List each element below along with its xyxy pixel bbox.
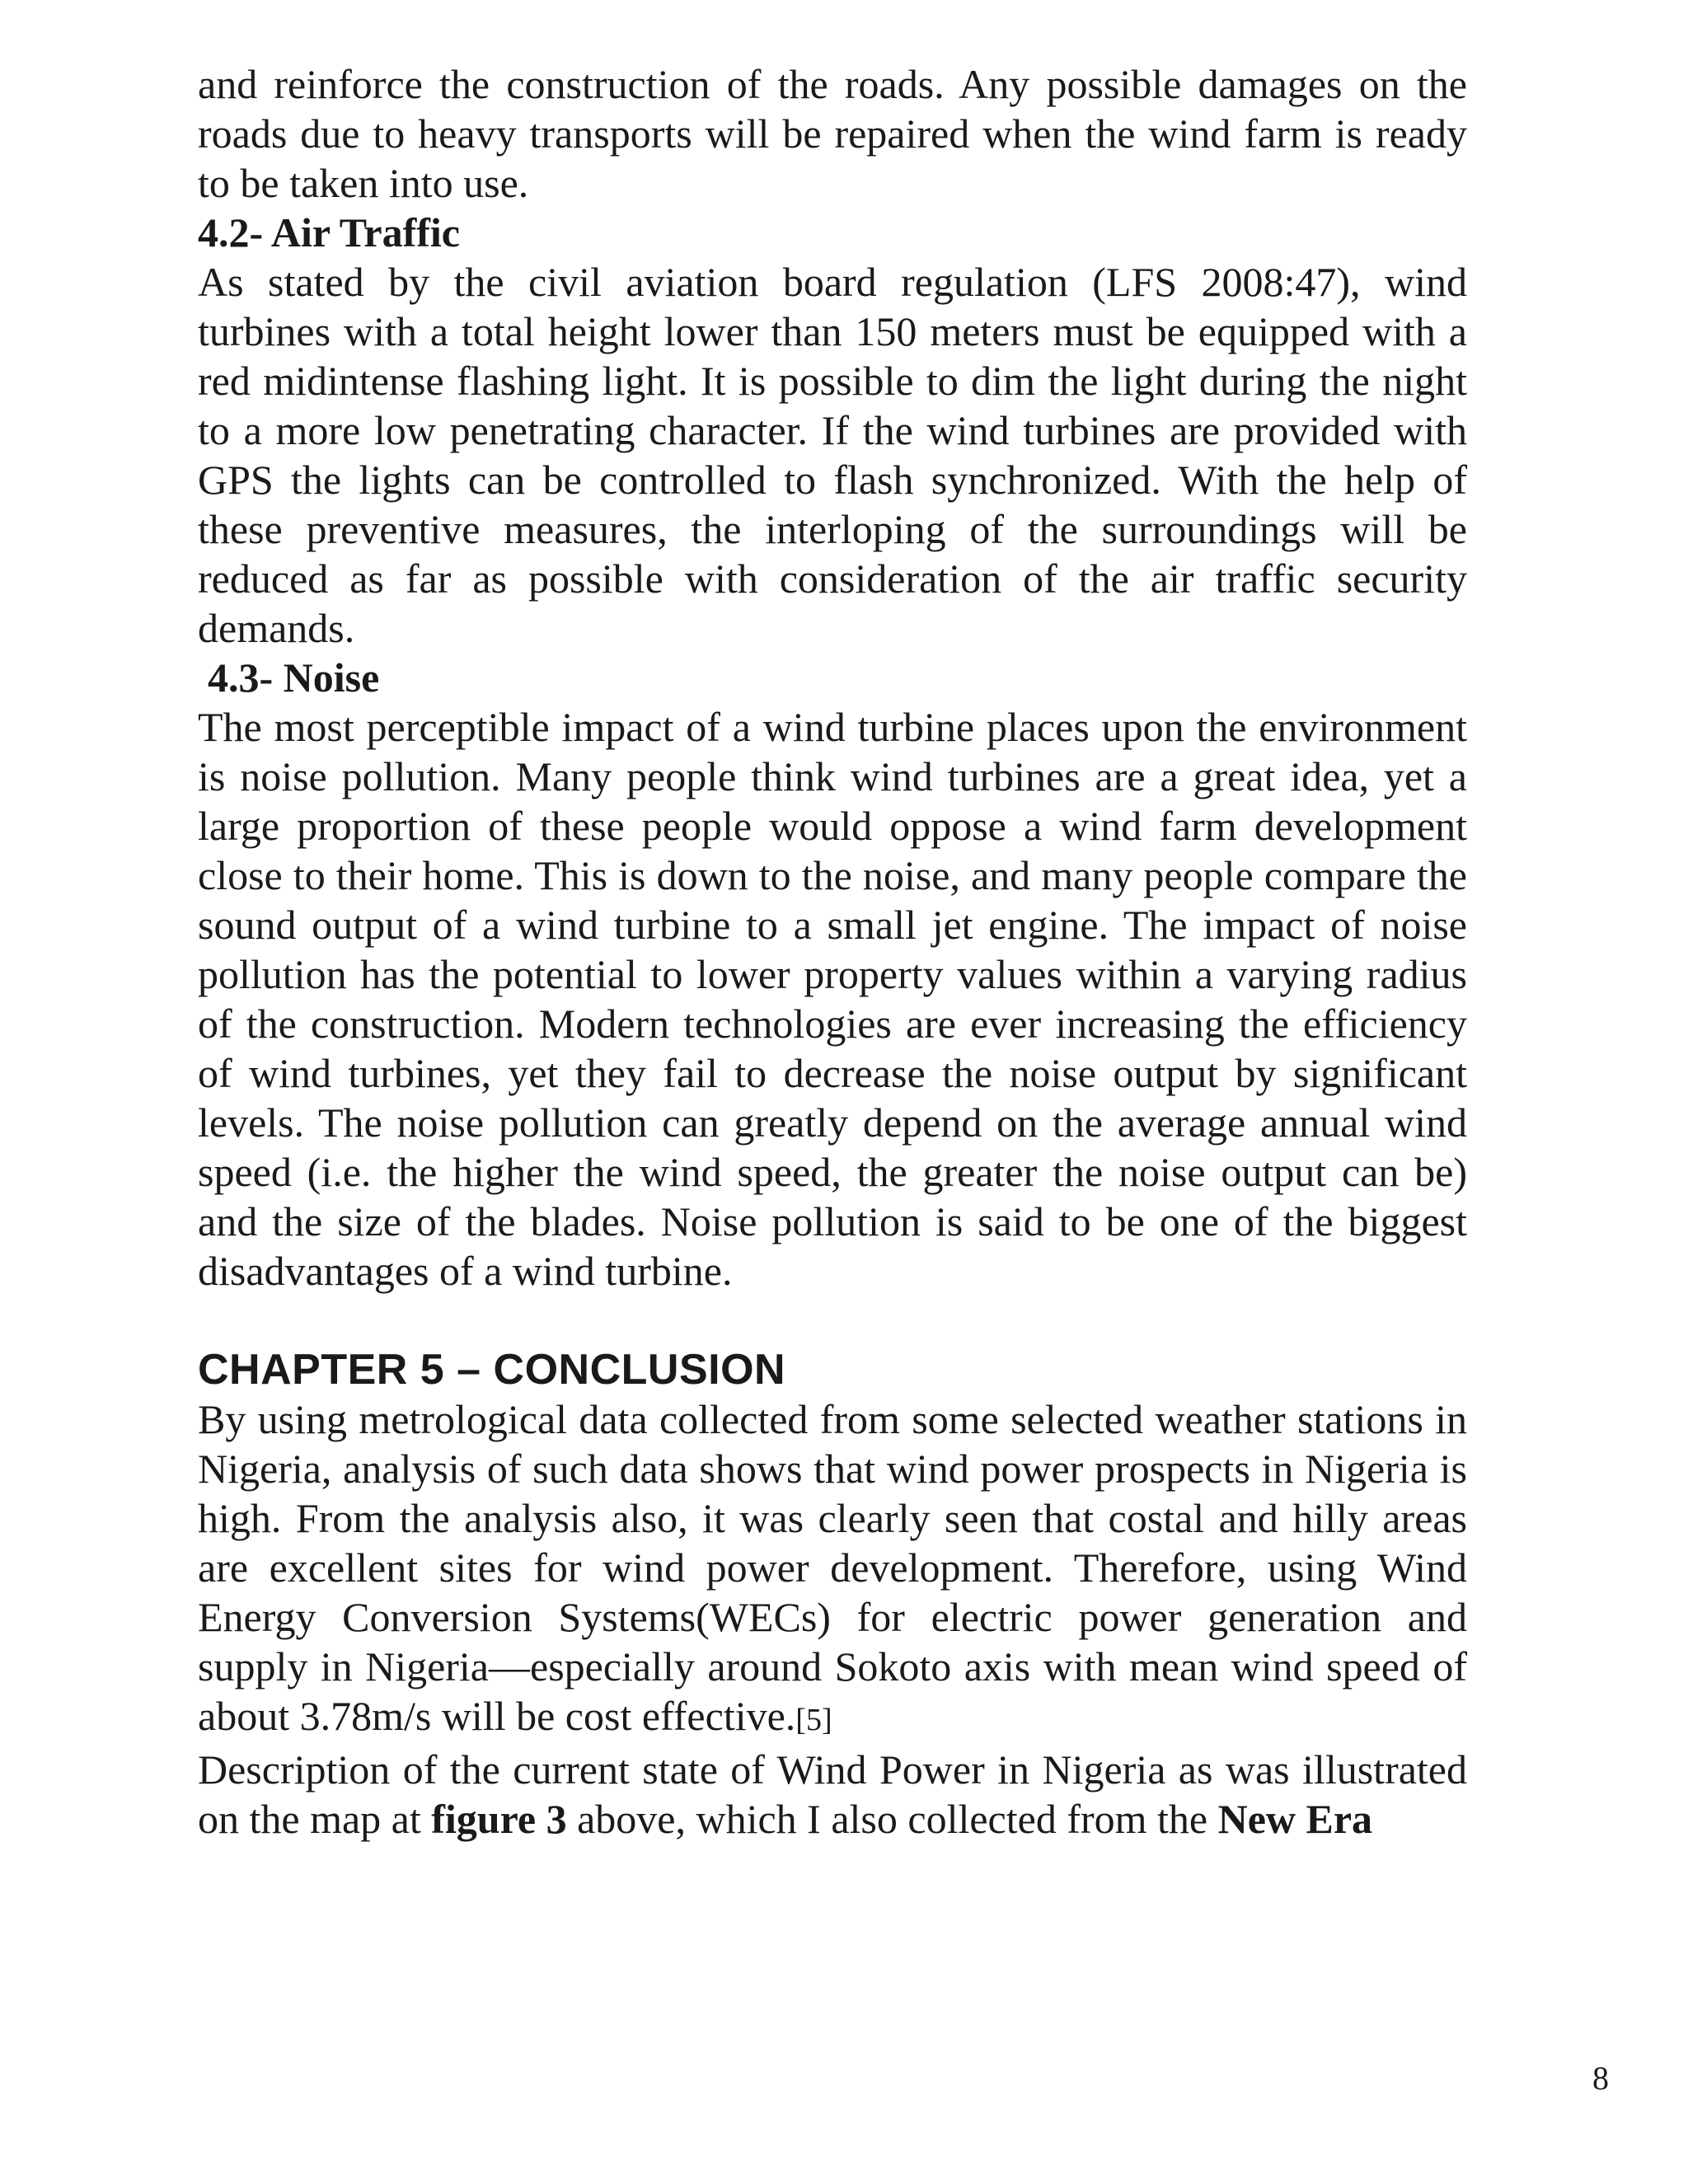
intro-paragraph: and reinforce the construction of the roads. Any possible damages on the roads due to heavy transports will be repaired when the wind farm is ready to be taken into use.	[198, 61, 1467, 206]
page-number: 8	[1592, 2060, 1609, 2097]
conclusion-paragraph-2	[198, 1745, 1467, 1844]
figure-reference: figure 3	[431, 1796, 567, 1842]
conclusion-paragraph-1-text: By using metrological data collected from some selected weather stations in Nigeria, analysis of such data shows that wind power prospects in Nigeria is high. From the analysis also, it was clearly seen that costal and hilly areas are excellent sites for wind power development. Therefore, using Wind Energy Conversion Systems(WECs) for electric power generation and supply in Nigeria—especially around Sokoto axis with mean wind speed of about 3.78m/s will be cost effective.	[198, 1396, 1467, 1739]
chapter-heading-conclusion: CHAPTER 5 – CONCLUSION	[198, 1346, 786, 1394]
noise-paragraph: The most perceptible impact of a wind turbine places upon the environment is noise pollution. Many people think wind turbines are a great idea, yet a large proportion of these people would oppose a wind farm development close to their home. This is down to the noise, and many people compare the sound output of a wind turbine to a small jet engine. The impact of noise pollution has the potential to lower property values within a varying radius of the construction. Modern technologies are ever increasing the efficiency of wind turbines, yet they fail to decrease the noise output by significant levels. The noise pollution can greatly depend on the average annual wind speed (i.e. the higher the wind speed, the greater the noise output can be) and the size of the blades. Noise pollution is said to be one of the biggest disadvantages of a wind turbine.	[198, 704, 1467, 1294]
air-traffic-paragraph: As stated by the civil aviation board regulation (LFS 2008:47), wind turbines with a total height lower than 150 meters must be equipped with a red midintense flashing light. It is possible to dim the light during the night to a more low penetrating character. If the wind turbines are provided with GPS the lights can be controlled to flash synchronized. With the help of these preventive measures, the interloping of the surroundings will be reduced as far as possible with consideration of the air traffic security demands.	[198, 259, 1467, 651]
conclusion-paragraph-2-lead: Description of the current state of Wind Power in Nigeria as was illustrated on the map at	[198, 1746, 1467, 1842]
section-heading-air-traffic: 4.2- Air Traffic	[198, 209, 460, 255]
conclusion-paragraph-1	[198, 1394, 1467, 1745]
conclusion-paragraph-2-mid: above, which I also collected from the	[566, 1796, 1218, 1842]
citation-reference: [5]	[795, 1703, 832, 1737]
document-page	[198, 59, 1467, 1844]
section-heading-noise: 4.3- Noise	[208, 654, 380, 701]
source-name: New Era	[1217, 1796, 1373, 1842]
